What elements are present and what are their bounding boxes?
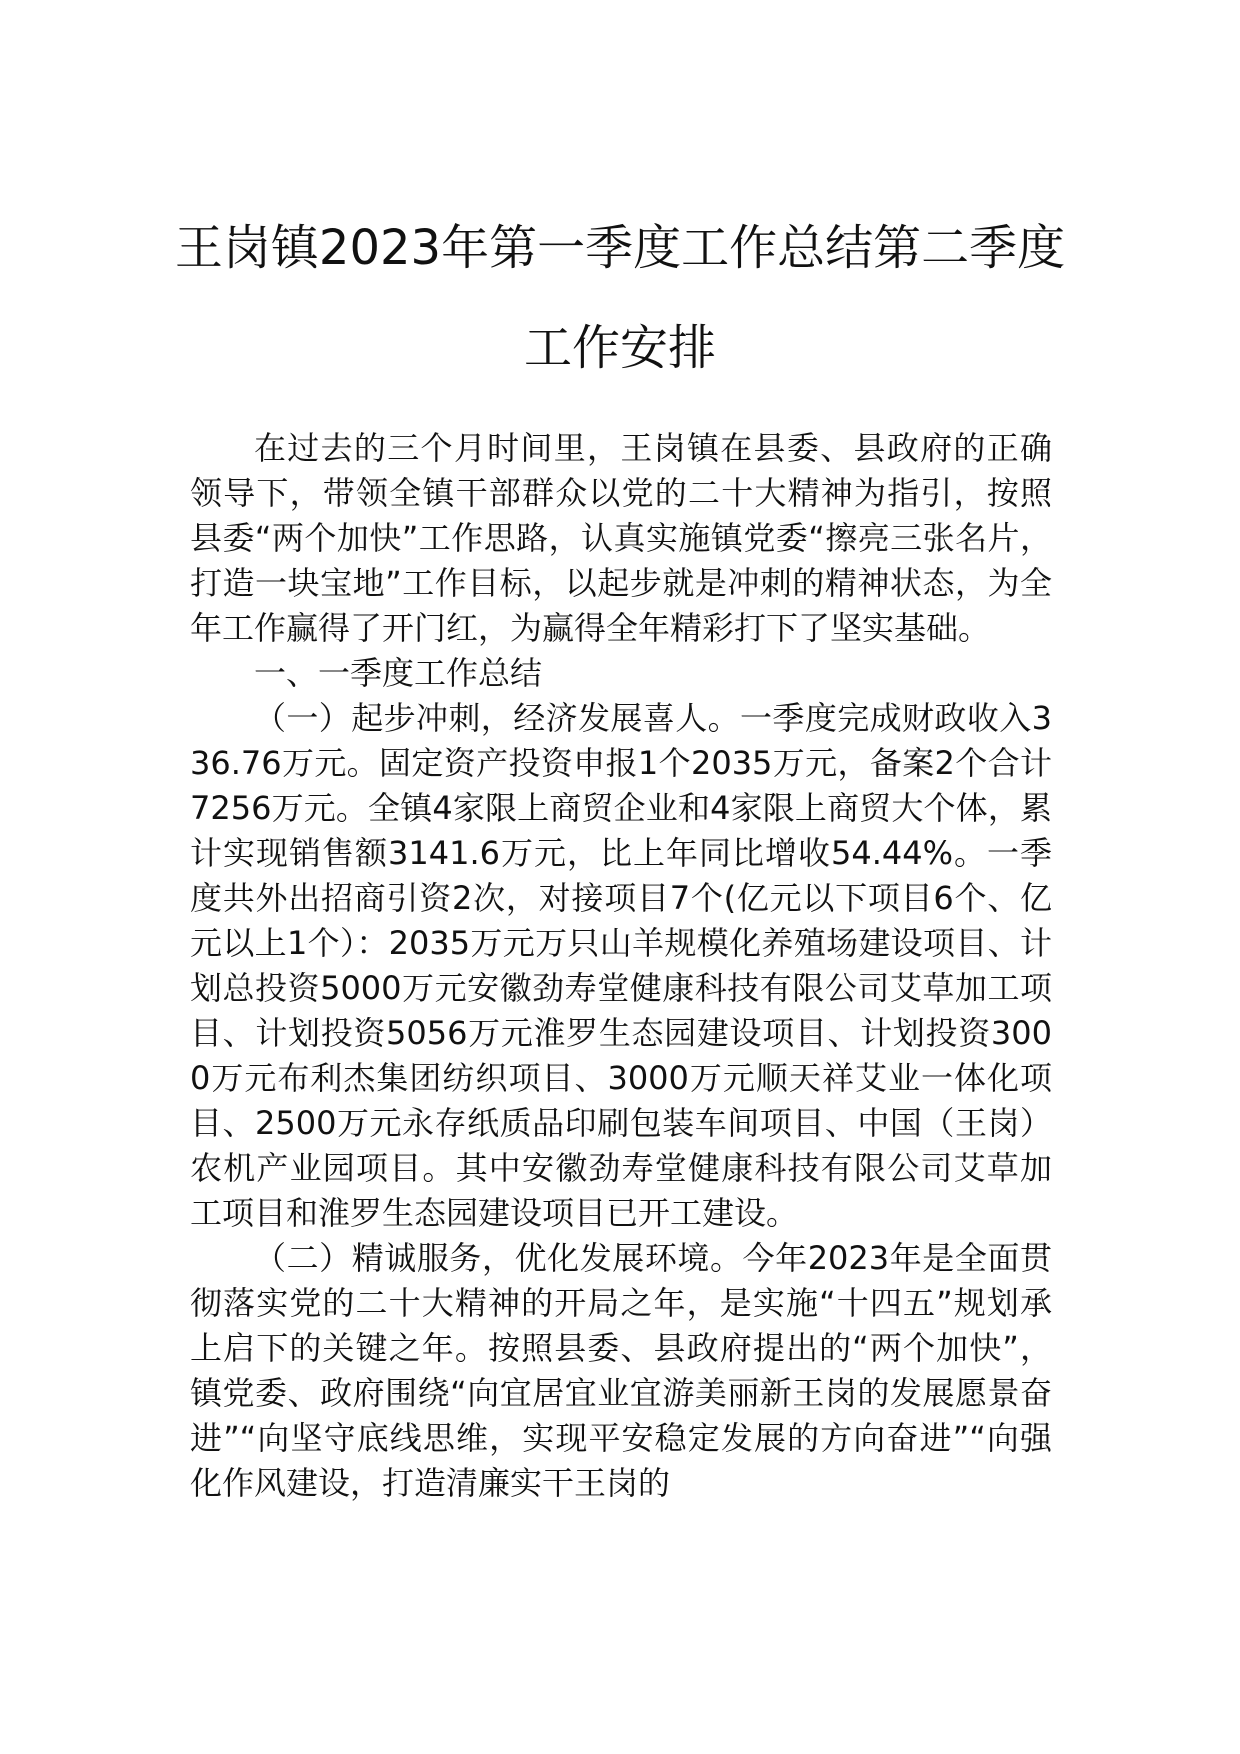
document-title [150, 198, 1090, 398]
title-line-2: 工作安排 [523, 320, 716, 376]
section-heading: 一、一季度工作总结 [254, 654, 543, 692]
item-2-paragraph: （二）精诚服务，优化发展环境。今年2023年是全面贯彻落实党的二十大精神的开局之年，是实施“十四五”规划承上启下的关键之年。按照县委、县政府提出的“两个加快”，镇党委、政府围绕“向宜居宜业宜游美丽新王岗的发展愿景奋进”“向坚守底线思维，实现平安稳定发展的方向奋进”“向强化作风建设，打造清廉实干王岗的 [190, 1239, 1052, 1502]
title-line-1: 王岗镇2023年第一季度工作总结第二季度 [174, 220, 1066, 276]
item-1-paragraph: （一）起步冲刺，经济发展喜人。一季度完成财政收入336.76万元。固定资产投资申报1个2035万元，备案2个合计7256万元。全镇4家限上商贸企业和4家限上商贸大个体，累计实现销售额3141.6万元，比上年同比增收54.44%。一季度共外出招商引资2次，对接项目7个(亿元以下项目6个、亿元以上1个）：2035万元万只山羊规模化养殖场建设项目、计划总投资5000万元安徽劲寿堂健康科技有限公司艾草加工项目、计划投资5056万元淮罗生态园建设项目、计划投资3000万元布利杰集团纺织项目、3000万元顺天祥艾业一体化项目、2500万元永存纸质品印刷包装车间项目、中国（王岗）农机产业园项目。其中安徽劲寿堂健康科技有限公司艾草加工项目和淮罗生态园建设项目已开工建设。 [190, 699, 1052, 1232]
intro-paragraph: 在过去的三个月时间里，王岗镇在县委、县政府的正确领导下，带领全镇干部群众以党的二十大精神为指引，按照县委“两个加快”工作思路，认真实施镇党委“擦亮三张名片，打造一块宝地”工作目标，以起步就是冲刺的精神状态，为全年工作赢得了开门红，为赢得全年精彩打下了坚实基础。 [190, 429, 1052, 647]
document-body [190, 426, 1052, 1506]
